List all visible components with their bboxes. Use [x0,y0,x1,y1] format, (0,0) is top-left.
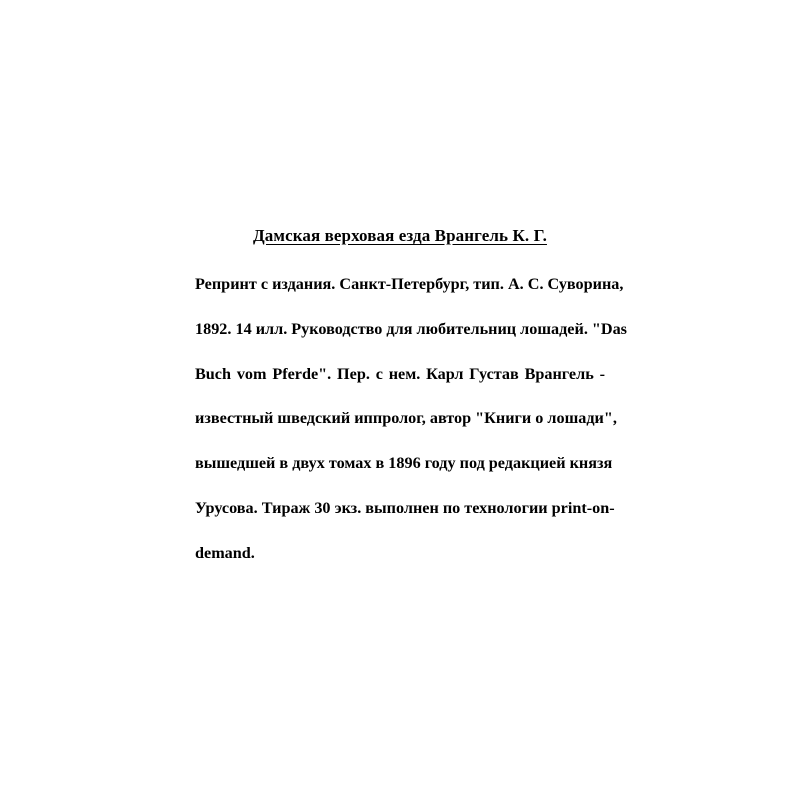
body-line: demand. [195,543,255,562]
body-line: 1892. 14 илл. Руководство для любительниц лошадей. "Das [195,319,627,338]
body-line: Buch vom Pferde". Пер. с нем. Карл Густав Врангель - [195,364,605,383]
document-body [195,272,627,586]
body-line: вышедшей в двух томах в 1896 году под редакцией князя [195,454,613,473]
body-line: Урусова. Тираж 30 экз. выполнен по технологии print-on- [195,498,615,517]
body-line: известный шведский иппролог, автор "Книги о лошади", [195,409,617,428]
body-line: Репринт с издания. Санкт-Петербург, тип. А. С. Суворина, [195,275,624,293]
document-title: Дамская верховая езда Врангель К. Г. [253,226,547,245]
